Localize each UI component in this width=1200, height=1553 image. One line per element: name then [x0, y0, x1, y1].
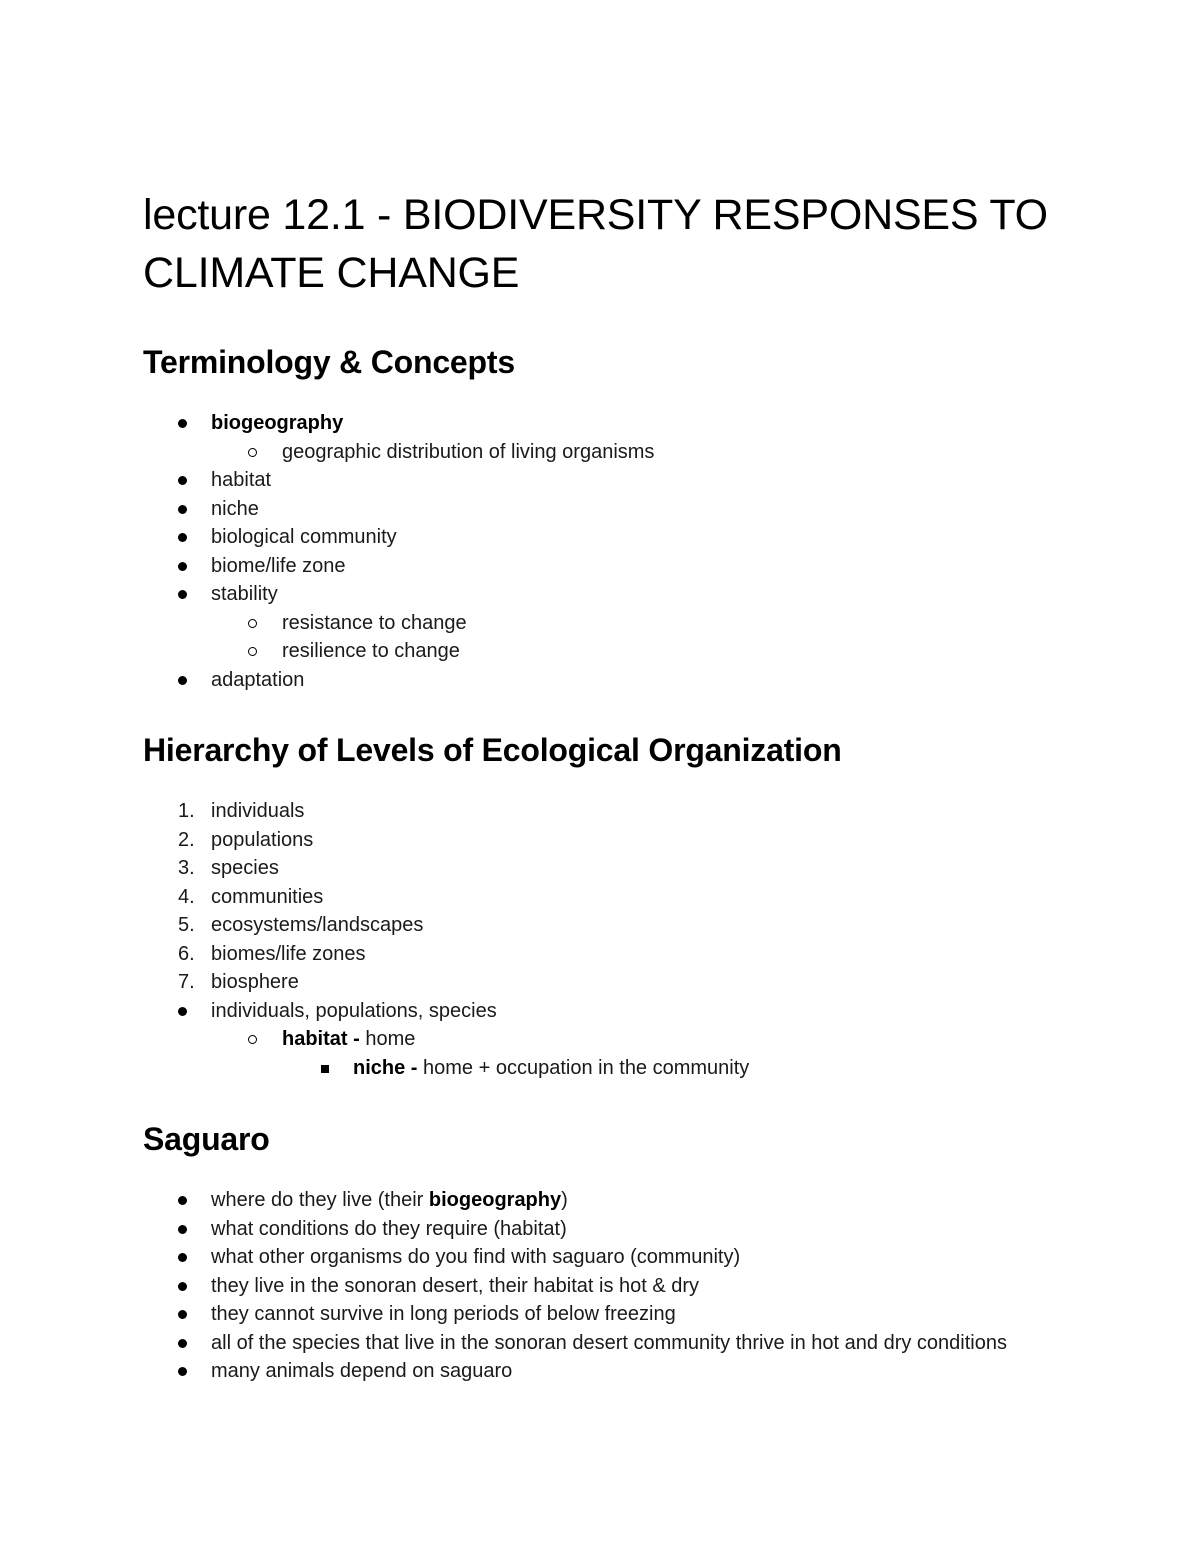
list-item: adaptation — [143, 666, 654, 695]
saguaro-list — [143, 1186, 1043, 1386]
list-item: individuals, populations, species — [143, 997, 749, 1026]
list-item: 3. species — [178, 857, 279, 879]
list-item: biome/life zone — [143, 552, 654, 581]
list-item: 1. individuals — [178, 800, 305, 822]
heading-saguaro: Saguaro — [143, 1121, 270, 1157]
list-item: biological community — [143, 523, 654, 552]
list-item: 2. populations — [178, 828, 314, 851]
list-item: 6. biomes/life zones — [178, 942, 366, 965]
hierarchy-list — [143, 797, 749, 1082]
list-item: niche — [143, 495, 654, 524]
list-item: resilience to change — [143, 637, 654, 666]
list-item: niche - home + occupation in the community — [143, 1054, 749, 1083]
list-item: they cannot survive in long periods of below freezing — [143, 1300, 1043, 1329]
list-item: where do they live (their biogeography) — [143, 1186, 1043, 1215]
list-item: 5. ecosystems/landscapes — [178, 914, 424, 936]
heading-terminology: Terminology & Concepts — [143, 344, 515, 380]
list-item: stability — [143, 580, 654, 609]
list-item: many animals depend on saguaro — [143, 1357, 1043, 1386]
list-item: 4. communities — [178, 885, 324, 908]
list-item: they live in the sonoran desert, their habitat is hot & dry — [143, 1272, 1043, 1301]
list-item: what other organisms do you find with saguaro (community) — [143, 1243, 1043, 1272]
list-item: habitat — [143, 466, 654, 495]
list-item: resistance to change — [143, 609, 654, 638]
list-item: all of the species that live in the sonoran desert community thrive in hot and dry conditions — [143, 1329, 1043, 1358]
list-item: what conditions do they require (habitat) — [143, 1215, 1043, 1244]
list-item: 7. biosphere — [178, 971, 299, 993]
list-item: biogeography — [143, 409, 654, 438]
page-title: lecture 12.1 - BIODIVERSITY RESPONSES TO CLIMATE CHANGE — [143, 191, 1048, 297]
list-item: geographic distribution of living organisms — [143, 438, 654, 467]
heading-hierarchy: Hierarchy of Levels of Ecological Organization — [143, 732, 842, 768]
list-item: habitat - home — [143, 1025, 749, 1054]
terminology-list — [143, 409, 654, 694]
